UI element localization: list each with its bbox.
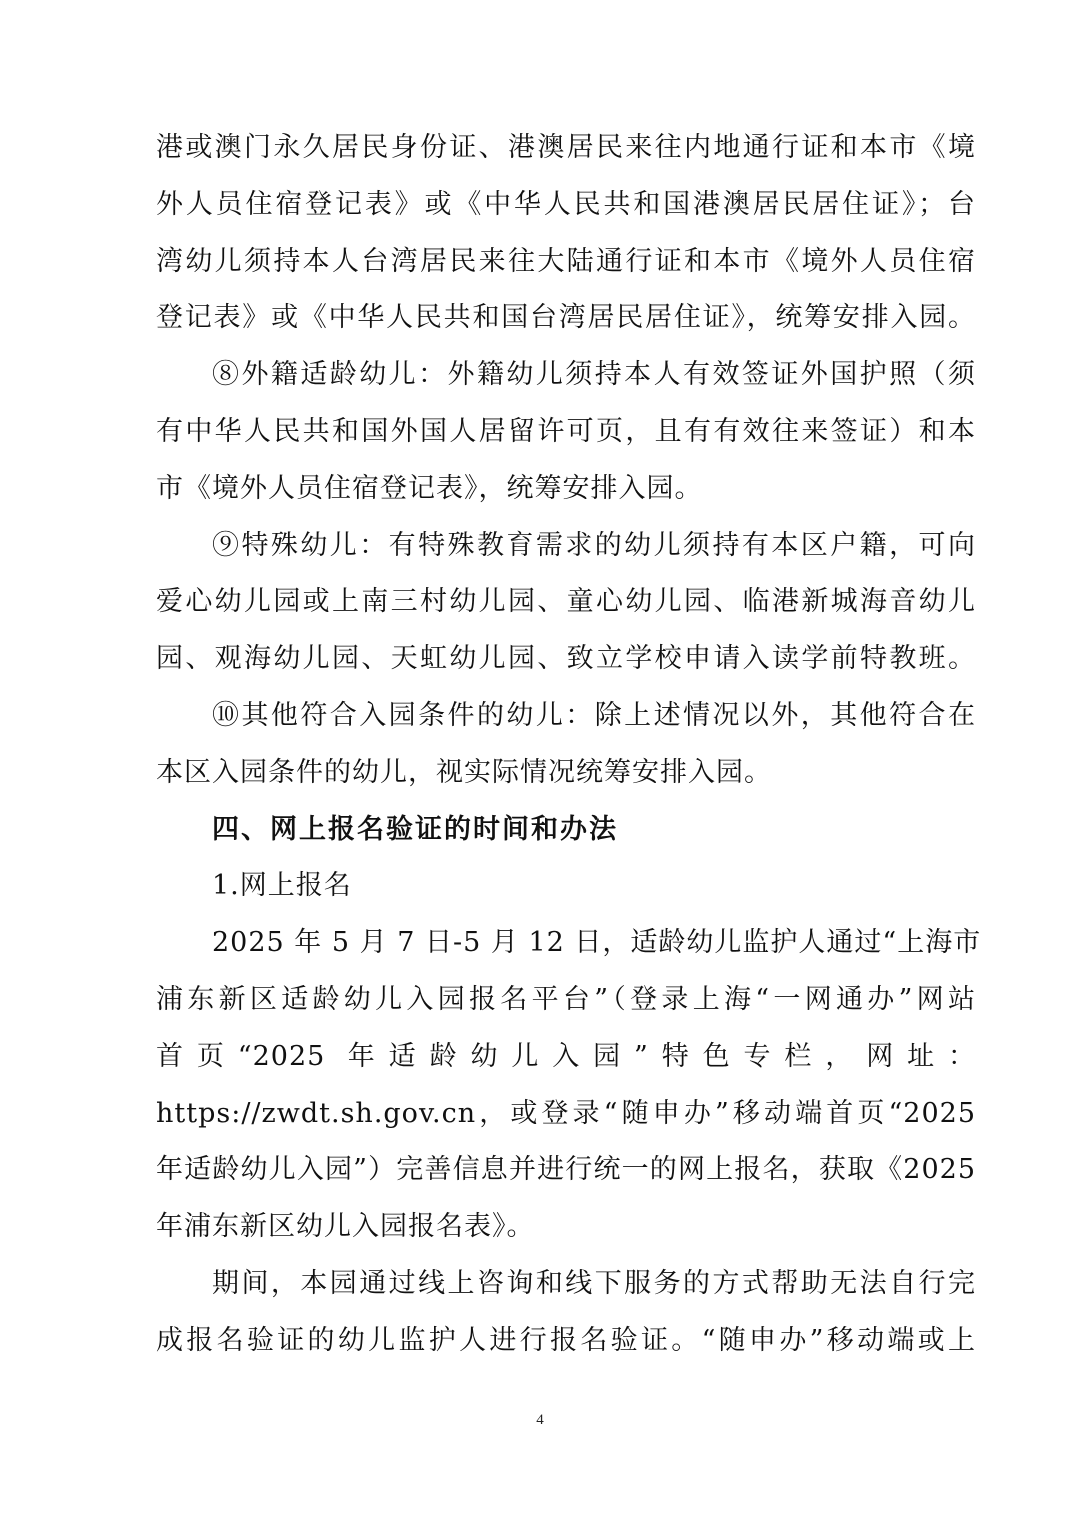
text-line: ⑧外籍适龄幼儿：外籍幼儿须持本人有效签证外国护照（须 (212, 359, 976, 391)
text-line: 年浦东新区幼儿入园报名表》。 (156, 1211, 535, 1243)
subsection-heading: 1.网上报名 (212, 870, 352, 902)
text-line: 2025 年 5 月 7 日-5 月 12 日，适龄幼儿监护人通过“上海市 (212, 927, 982, 959)
text-line: 本区入园条件的幼儿，视实际情况统筹安排入园。 (156, 756, 772, 788)
text-line: 外人员住宿登记表》或《中华人民共和国港澳居民居住证》；台 (156, 188, 976, 220)
text-line: ⑩其他符合入园条件的幼儿：除上述情况以外，其他符合在 (212, 699, 976, 731)
body-text (156, 120, 982, 1370)
text-line: 港或澳门永久居民身份证、港澳居民来往内地通行证和本市《境 (156, 132, 976, 163)
text-line: 市《境外人员住宿登记表》，统筹安排入园。 (156, 472, 703, 504)
text-line: 登记表》或《中华人民共和国台湾居民居住证》，统筹安排入园。 (156, 302, 976, 334)
text-line: ⑨特殊幼儿：有特殊教育需求的幼儿须持有本区户籍，可向 (212, 529, 976, 561)
text-line: 爱心幼儿园或上南三村幼儿园、童心幼儿园、临港新城海音幼儿 (156, 586, 976, 618)
text-line: 年适龄幼儿入园”）完善信息并进行统一的网上报名，获取《2025 (156, 1154, 976, 1186)
url-text-line: https://zwdt.sh.gov.cn，或登录“随申办”移动端首页“2025 (156, 1097, 976, 1129)
page-number: 4 (536, 1412, 544, 1428)
text-line: 首页“2025 年适龄幼儿入园”特色专栏，网址： (156, 1040, 976, 1072)
text-line: 湾幼儿须持本人台湾居民来往大陆通行证和本市《境外人员住宿 (156, 245, 976, 277)
text-line: 期间，本园通过线上咨询和线下服务的方式帮助无法自行完 (212, 1267, 976, 1299)
text-line: 有中华人民共和国外国人居留许可页，且有有效往来签证）和本 (156, 415, 976, 447)
text-line: 成报名验证的幼儿监护人进行报名验证。“随申办”移动端或上 (156, 1324, 976, 1356)
text-line: 园、观海幼儿园、天虹幼儿园、致立学校申请入读学前特教班。 (156, 643, 976, 675)
section-heading: 四、网上报名验证的时间和办法 (212, 813, 618, 845)
text-line: 浦东新区适龄幼儿入园报名平台”（登录上海“一网通办”网站 (156, 983, 976, 1015)
